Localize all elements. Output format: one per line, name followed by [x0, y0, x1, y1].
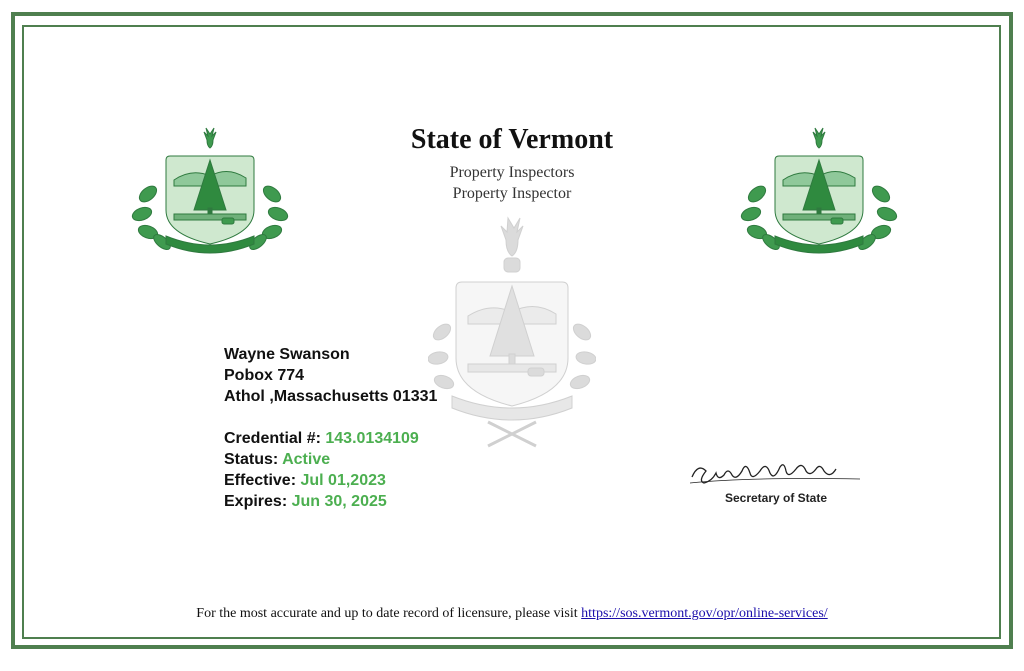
credential-number-row	[224, 428, 419, 449]
credential-expires-value: Jun 30, 2025	[291, 493, 387, 510]
credential-status-row	[224, 449, 419, 470]
board-name: Property Inspectors	[449, 164, 575, 181]
vermont-seal-watermark-icon	[428, 212, 596, 448]
vermont-seal-left-icon	[126, 124, 294, 258]
credential-number-value: 143.0134109	[325, 430, 419, 447]
signature-caption: Secretary of State	[724, 491, 828, 505]
credential-number-label: Credential #:	[224, 430, 321, 447]
license-type: Property Inspector	[452, 185, 572, 202]
credential-block	[224, 428, 419, 512]
vermont-seal-right-icon	[735, 124, 903, 258]
credential-expires-row	[224, 491, 419, 512]
credential-expires-label: Expires:	[224, 493, 288, 510]
state-title: State of Vermont	[410, 124, 614, 155]
credential-effective-value: Jul 01,2023	[300, 472, 386, 489]
signature-icon	[686, 455, 866, 491]
credential-status-value: Active	[282, 451, 331, 468]
footer-note	[60, 606, 964, 622]
licensee-address-line2: Athol ,Massachusetts 01331	[224, 388, 438, 405]
licensee-name: Wayne Swanson	[224, 346, 350, 363]
licensee-block	[224, 344, 437, 407]
credential-effective-label: Effective:	[224, 472, 297, 489]
credential-status-label: Status:	[224, 451, 279, 468]
online-services-link[interactable]: https://sos.vermont.gov/opr/online-services/	[581, 606, 828, 621]
footer-text: For the most accurate and up to date record of licensure, please visit	[196, 606, 578, 621]
licensee-address-line1: Pobox 774	[224, 367, 305, 384]
credential-effective-row	[224, 470, 419, 491]
